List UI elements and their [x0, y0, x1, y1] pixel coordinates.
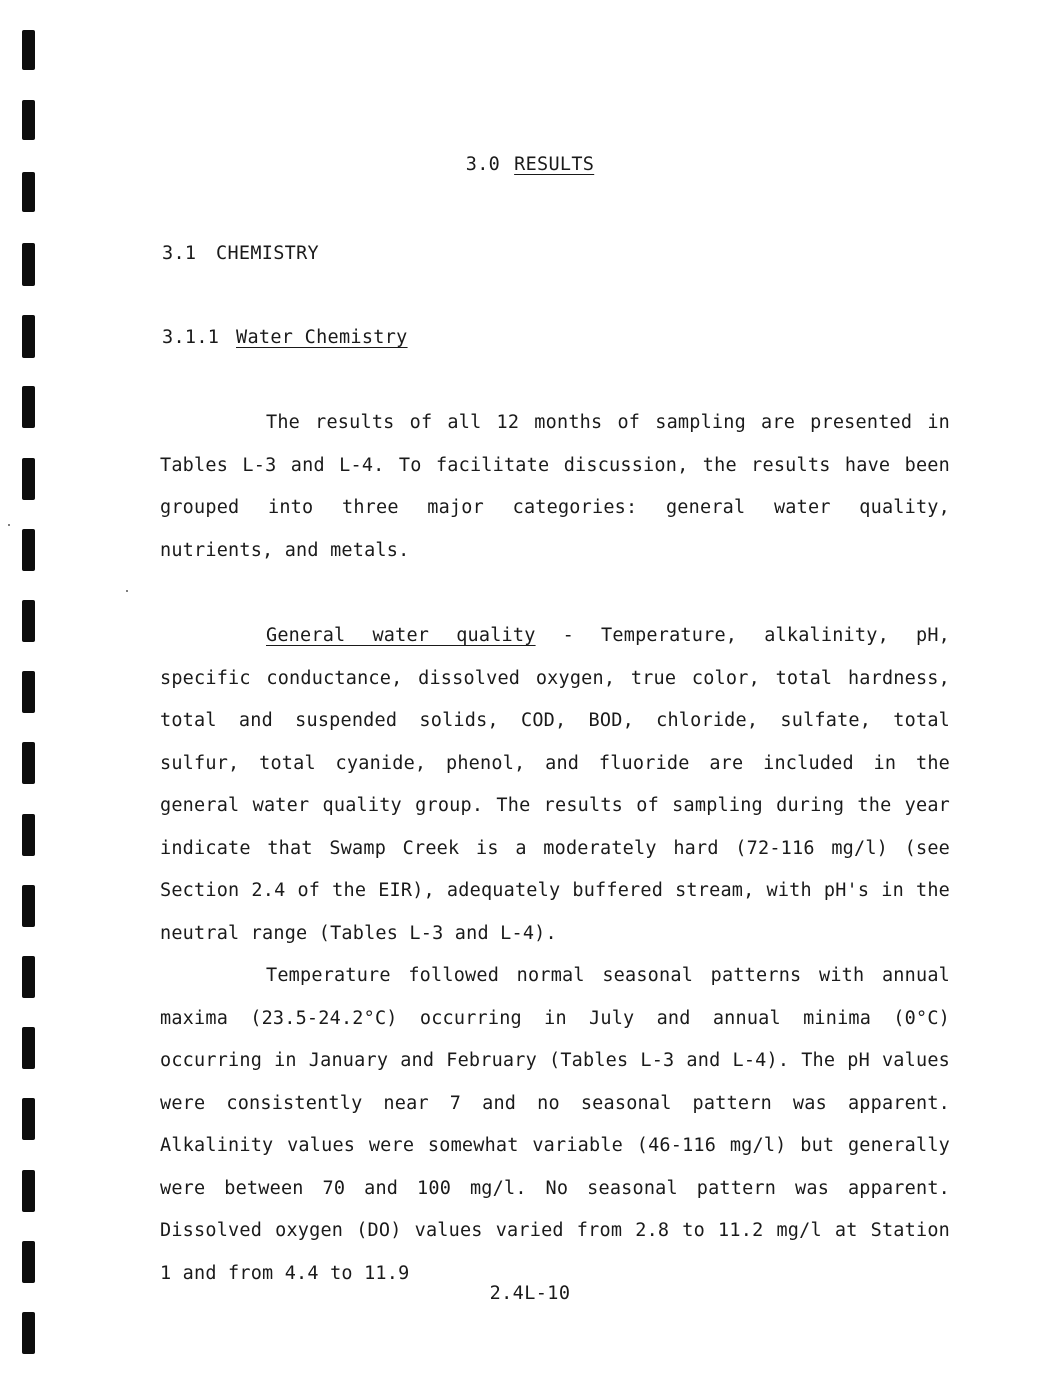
subsection-number: 3.1: [162, 243, 197, 264]
subsection-heading: [162, 243, 319, 264]
scan-speck: [126, 590, 128, 592]
binder-mark: [22, 172, 35, 212]
binder-mark: [22, 100, 35, 140]
section-heading: [0, 154, 1060, 175]
binder-mark: [22, 671, 35, 713]
section-title: RESULTS: [514, 154, 595, 175]
binder-mark: [22, 529, 35, 571]
binder-mark: [22, 1098, 35, 1140]
subsection-title: CHEMISTRY: [216, 243, 319, 264]
general-water-quality-heading: General water quality: [266, 625, 536, 646]
binder-mark: [22, 1027, 35, 1069]
temperature-text: Temperature followed normal seasonal patterns with annual maxima (23.5-24.2°C) occurring in July and annual minima (0°C) occurring in January and February (Tables L-3 and L-4). The pH values were consistently near 7 and no seasonal pattern was apparent. Alkalinity values were somewhat variable (46-116 mg/l) but generally were between 70 and 100 mg/l. No seasonal pattern was apparent. Dissolved oxygen (DO) values varied from 2.8 to 11.2 mg/l at Station 1 and from 4.4 to 11.9: [160, 965, 950, 1284]
binder-mark: [22, 956, 35, 998]
subsubsection-number: 3.1.1: [162, 327, 220, 348]
scan-speck: [8, 524, 10, 526]
binder-mark: [22, 1170, 35, 1212]
temperature-paragraph: [160, 955, 950, 1295]
binder-mark: [22, 600, 35, 642]
binder-mark: [22, 458, 35, 500]
page-number: 2.4L-10: [489, 1283, 571, 1304]
binder-mark: [22, 243, 35, 286]
intro-paragraph: [160, 402, 950, 572]
section-number: 3.0: [465, 154, 501, 175]
binder-mark: [22, 386, 35, 428]
binder-mark: [22, 30, 35, 70]
general-water-quality-text: - Temperature, alkalinity, pH, specific conductance, dissolved oxygen, true color, total hardness, total and suspended solids, COD, BOD, chloride, sulfate, total sulfur, total cyanide, phenol, and fluoride are included in the general water quality group. The results of sampling during the year indicate that Swamp Creek is a moderately hard (72-116 mg/l) (see Section 2.4 of the EIR), adequately buffered stream, with pH's in the neutral range (Tables L-3 and L-4).: [160, 625, 950, 944]
binder-mark: [22, 1312, 35, 1354]
subsubsection-heading: [162, 327, 408, 348]
binder-mark: [22, 814, 35, 856]
general-water-quality-paragraph: [160, 615, 950, 955]
intro-text: The results of all 12 months of sampling are presented in Tables L-3 and L-4. To facilitate discussion, the results have been grouped into three major categories: general water quality, nutrients, and metals.: [160, 412, 950, 561]
binder-mark: [22, 315, 35, 358]
binder-mark: [22, 1241, 35, 1283]
binder-mark: [22, 742, 35, 784]
binder-mark: [22, 885, 35, 927]
subsubsection-title: Water Chemistry: [236, 327, 408, 348]
